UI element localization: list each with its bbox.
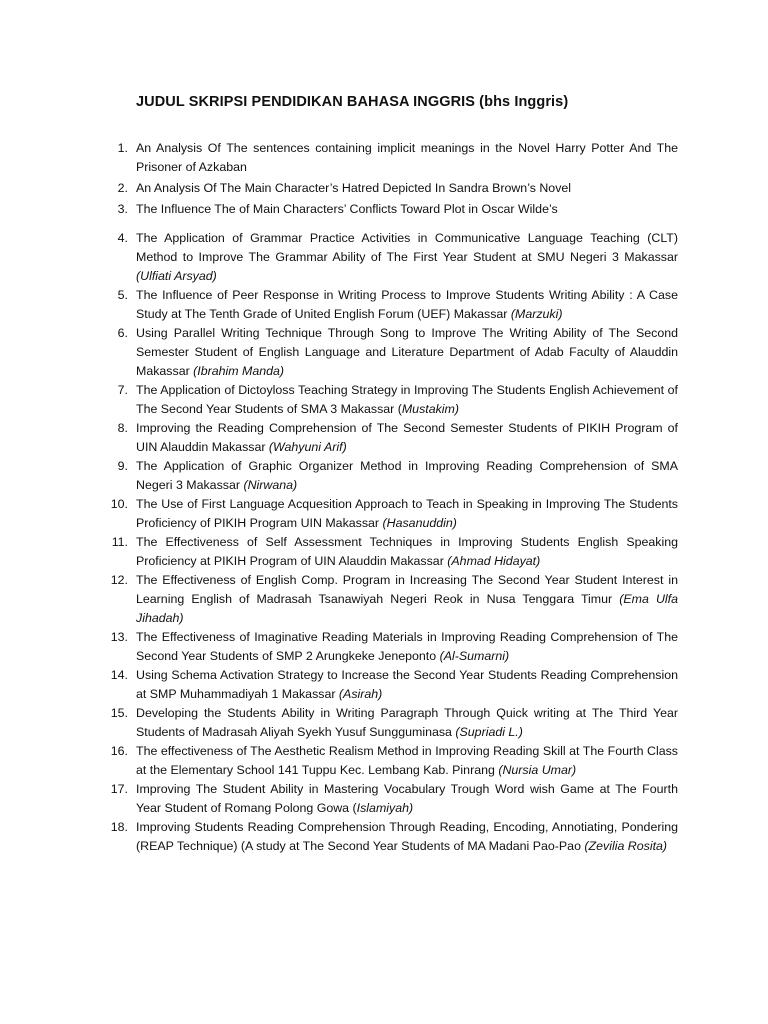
thesis-title-list	[0, 139, 768, 856]
list-item	[0, 381, 678, 419]
item-author: (Ema Ulfa Jihadah)	[136, 592, 678, 625]
list-item-number: 6.	[117, 326, 128, 340]
item-author: Islamiyah)	[356, 801, 414, 815]
item-title: The Use of First Language Acquesition Approach to Teach in Speaking in Improving The Students Proficiency of PIKIH Program UIN Makassar	[136, 497, 678, 530]
item-author: (Nursia Umar)	[498, 763, 577, 777]
item-author: (Ibrahim Manda)	[193, 364, 285, 378]
item-title: An Analysis Of The Main Character’s Hatred Depicted In Sandra Brown’s Novel	[136, 181, 572, 195]
list-item-text	[136, 666, 678, 704]
item-title: An Analysis Of The sentences containing implicit meanings in the Novel Harry Potter And The Prisoner of Azkaban	[136, 141, 678, 174]
list-item-number: 14.	[110, 668, 128, 682]
list-item	[0, 324, 678, 381]
list-item-number: 5.	[117, 288, 128, 302]
item-title: The Effectiveness of English Comp. Program in Increasing The Second Year Student Interest in Learning English of Madrasah Tsanawiyah Negeri Reok in Nusa Tenggara Timur	[136, 573, 678, 606]
item-title: The Application of Grammar Practice Activities in Communicative Language Teaching (CLT) Method to Improve The Grammar Ability of The First Year Student at SMU Negeri 3 Makassar	[136, 231, 678, 264]
item-author: (Al-Sumarni)	[439, 649, 510, 663]
list-item	[0, 200, 678, 219]
list-item-number: 3.	[117, 202, 128, 216]
page-title: JUDUL SKRIPSI PENDIDIKAN BAHASA INGGRIS (bhs Inggris)	[136, 94, 569, 110]
list-item-text	[136, 818, 678, 856]
list-item	[0, 286, 678, 324]
list-item-number: 4.	[117, 231, 128, 245]
list-item-number: 11.	[111, 535, 128, 549]
item-title: The Application of Dictoyloss Teaching Strategy in Improving The Students English Achievement of The Second Year Students of SMA 3 Makassar (	[136, 383, 678, 416]
list-item-text	[136, 495, 678, 533]
list-item-text	[136, 179, 678, 198]
list-item-text	[136, 704, 678, 742]
list-item	[0, 139, 678, 177]
list-item	[0, 533, 678, 571]
item-author: (Ahmad Hidayat)	[447, 554, 541, 568]
item-title: The Influence The of Main Characters’ Conflicts Toward Plot in Oscar Wilde’s	[136, 202, 558, 216]
item-author: (Wahyuni Arif)	[268, 440, 347, 454]
item-author: (Nirwana)	[243, 478, 298, 492]
list-item	[0, 666, 678, 704]
item-author: (Asirah)	[338, 687, 383, 701]
item-title: Improving Students Reading Comprehension Through Reading, Encoding, Annotiating, Pondering (REAP Technique) (A study at The Second Year Students of MA Madani Pao-Pao	[136, 820, 678, 853]
list-item-text	[136, 628, 678, 666]
item-title: Improving The Student Ability in Mastering Vocabulary Trough Word wish Game at The Fourth Year Student of Romang Polong Gowa (	[136, 782, 678, 815]
item-author: (Ulfiati Arsyad)	[136, 269, 217, 283]
list-item-number: 17.	[110, 782, 128, 796]
list-item-number: 18.	[110, 820, 128, 834]
item-title: Improving the Reading Comprehension of The Second Semester Students of PIKIH Program of UIN Alauddin Makassar	[136, 421, 678, 454]
item-title: The Effectiveness of Self Assessment Techniques in Improving Students English Speaking Proficiency at PIKIH Program of UIN Alauddin Makassar	[136, 535, 678, 568]
list-item	[0, 628, 678, 666]
list-item-text	[136, 571, 678, 628]
list-item	[0, 495, 678, 533]
list-item-text	[136, 381, 678, 419]
item-title: The effectiveness of The Aesthetic Realism Method in Improving Reading Skill at The Fourth Class at the Elementary School 141 Tuppu Kec. Lembang Kab. Pinrang	[136, 744, 678, 777]
list-item-text	[136, 780, 678, 818]
list-item	[0, 704, 678, 742]
list-item-text	[136, 200, 678, 219]
list-item-text	[136, 533, 678, 571]
list-item	[0, 457, 678, 495]
list-item	[0, 571, 678, 628]
item-title: Developing the Students Ability in Writing Paragraph Through Quick writing at The Third Year Students of Madrasah Aliyah Syekh Yusuf Sungguminasa	[136, 706, 678, 739]
item-author: (Supriadi L.)	[455, 725, 523, 739]
item-title: Using Schema Activation Strategy to Increase the Second Year Students Reading Comprehension at SMP Muhammadiyah 1 Makassar	[136, 668, 678, 701]
list-item-text	[136, 286, 678, 324]
item-author: Mustakim)	[401, 402, 459, 416]
list-item	[0, 179, 678, 198]
item-title: Using Parallel Writing Technique Through Song to Improve The Writing Ability of The Second Semester Student of English Language and Literature Department of Adab Faculty of Alauddin Makassar	[136, 326, 678, 378]
list-item-number: 15.	[110, 706, 128, 720]
item-title: The Application of Graphic Organizer Method in Improving Reading Comprehension of SMA Negeri 3 Makassar	[136, 459, 678, 492]
list-item-number: 8.	[117, 421, 128, 435]
list-item	[0, 818, 678, 856]
list-item-number: 10.	[110, 497, 128, 511]
list-item-text	[136, 139, 678, 177]
list-item	[0, 742, 678, 780]
list-item	[0, 229, 678, 286]
list-item-number: 1.	[117, 141, 128, 155]
list-item-number: 13.	[110, 630, 128, 644]
item-title: The Influence of Peer Response in Writing Process to Improve Students Writing Ability : A Case Study at The Tenth Grade of United English Forum (UEF) Makassar	[136, 288, 678, 321]
list-item-text	[136, 742, 678, 780]
list-item-number: 16.	[110, 744, 128, 758]
item-title: The Effectiveness of Imaginative Reading Materials in Improving Reading Comprehension of The Second Year Students of SMP 2 Arungkeke Jeneponto	[136, 630, 678, 663]
list-item-text	[136, 457, 678, 495]
list-item	[0, 419, 678, 457]
list-item	[0, 780, 678, 818]
list-item-number: 9.	[117, 459, 128, 473]
list-item-text	[136, 324, 678, 381]
list-item-text	[136, 419, 678, 457]
item-author: (Zevilia Rosita)	[584, 839, 668, 853]
list-item-number: 12.	[110, 573, 128, 587]
list-item-text	[136, 229, 678, 286]
list-item-number: 7.	[117, 383, 128, 397]
item-author: (Hasanuddin)	[382, 516, 457, 530]
list-item-number: 2.	[117, 181, 128, 195]
item-author: (Marzuki)	[510, 307, 563, 321]
